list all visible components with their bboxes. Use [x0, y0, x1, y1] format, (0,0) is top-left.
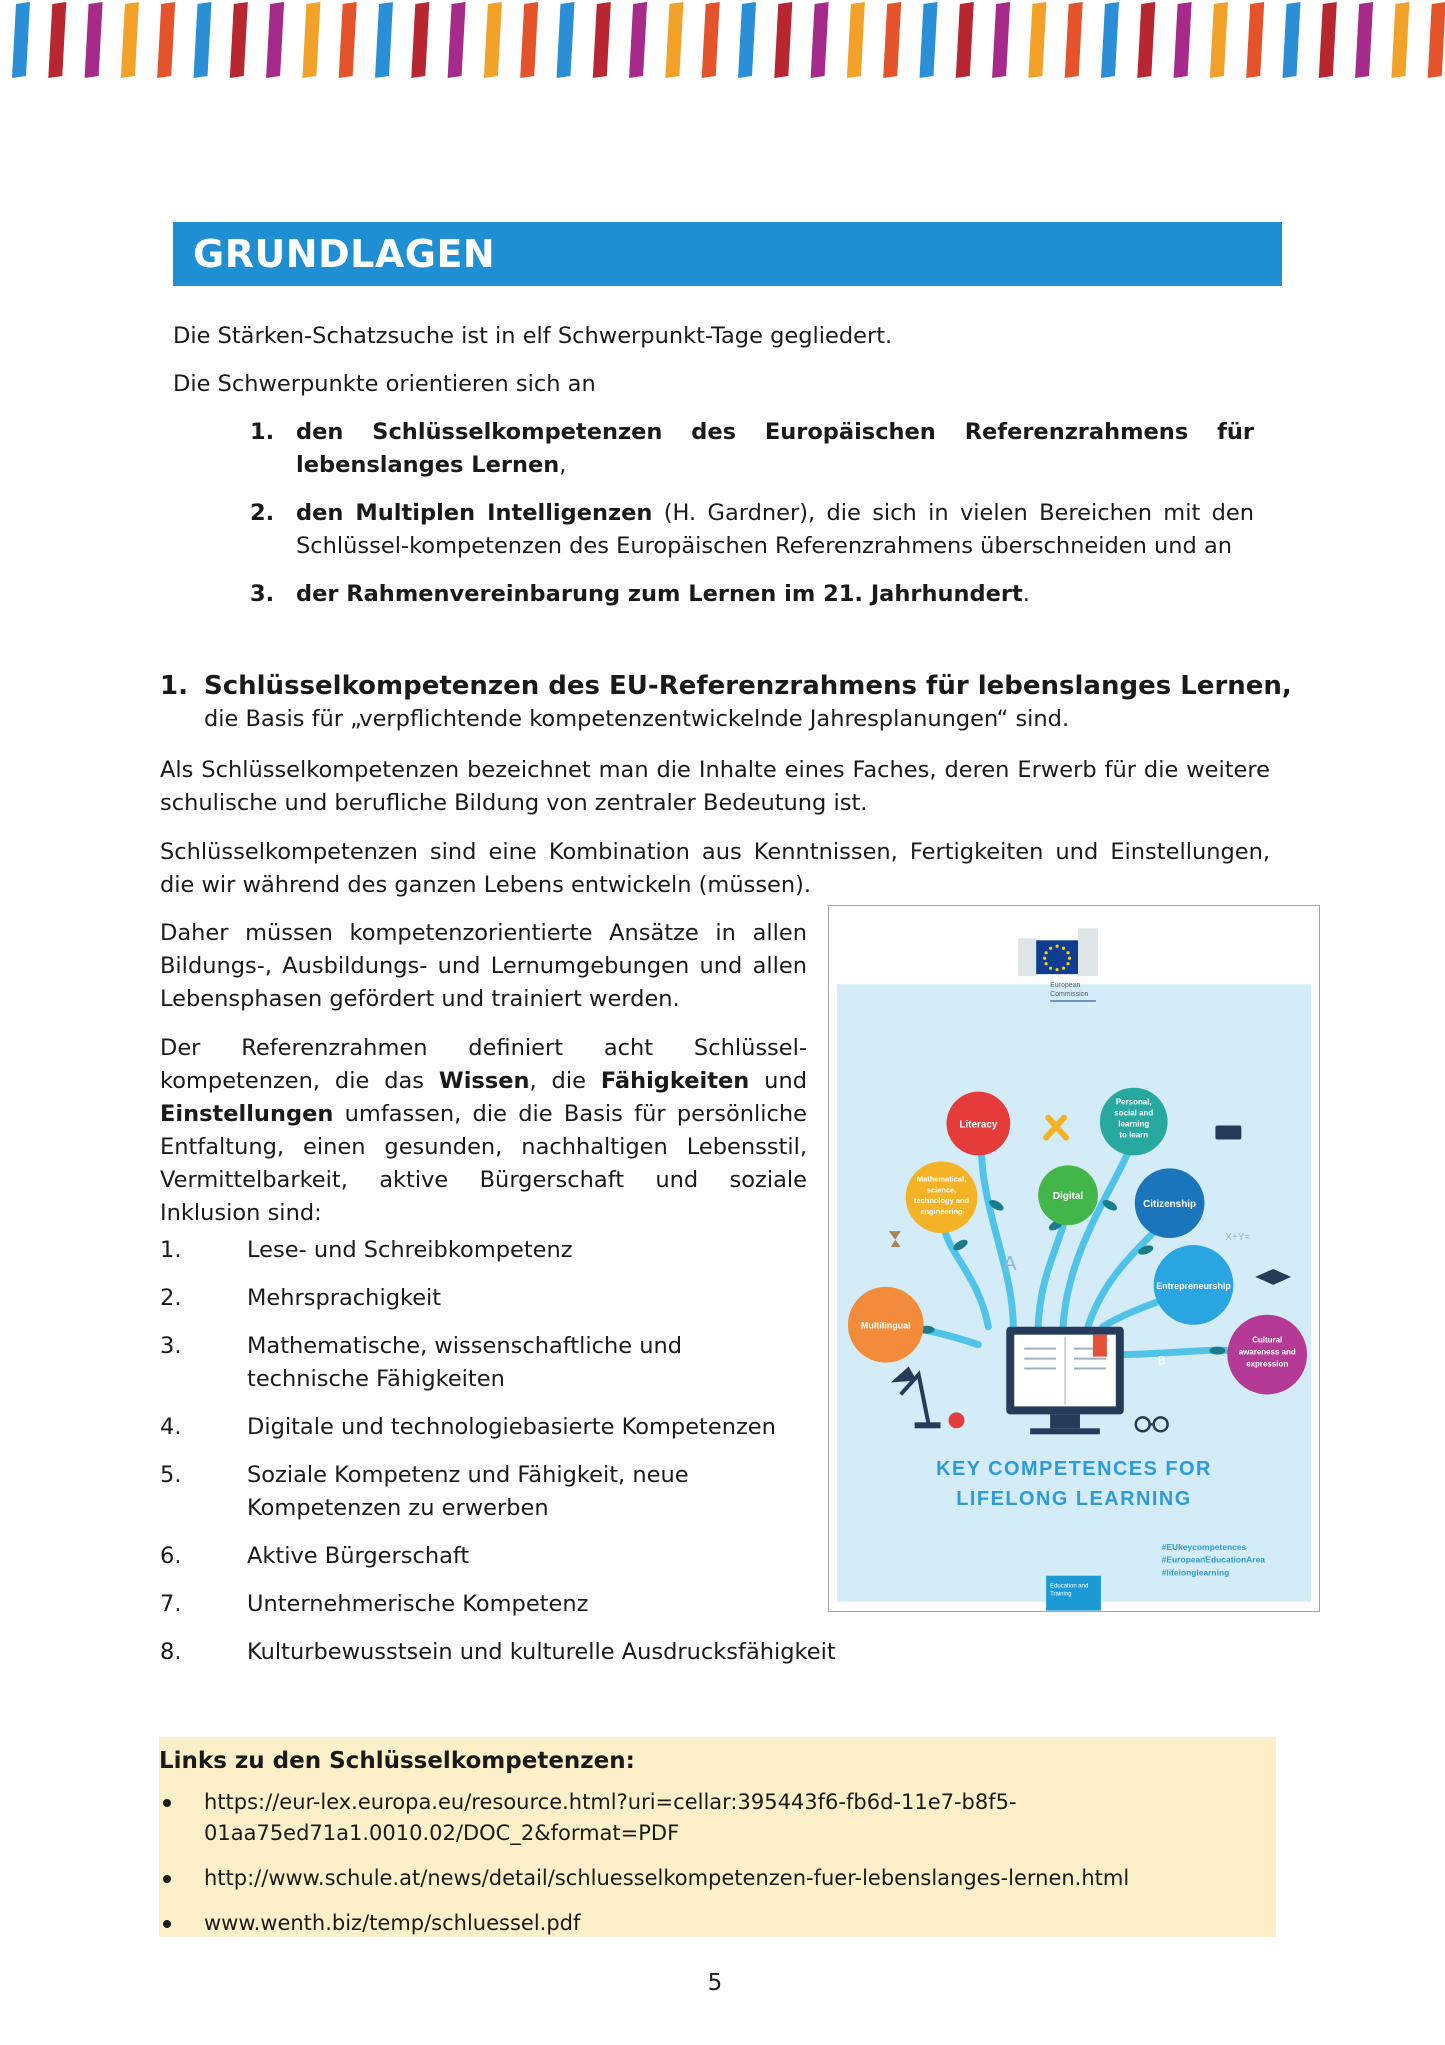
decorative-stripe	[1137, 2, 1155, 78]
competence-item	[160, 1588, 860, 1621]
decorative-stripe	[1246, 2, 1264, 78]
cover-hashtag-1: #EUkeycompetences	[1161, 1541, 1247, 1552]
list-item-bold: den Multiplen Intelligenzen	[296, 500, 653, 526]
decorative-stripe	[1101, 2, 1119, 78]
competence-text: Mathematische, wissenschaftliche und technische Fähigkeiten	[247, 1333, 683, 1392]
bubble-personal-label-4: to learn	[1119, 1130, 1149, 1140]
competence-text: Soziale Kompetenz und Fähigkeit, neue Kompetenzen zu erwerben	[247, 1462, 689, 1521]
link-text[interactable]: www.wenth.biz/temp/schluessel.pdf	[204, 1911, 581, 1935]
section-title-text: Schlüsselkompetenzen des EU-Referenzrahmens für lebenslanges Lernen,	[204, 671, 1292, 701]
decorative-stripe	[1355, 2, 1373, 78]
decorative-stripe	[1428, 2, 1445, 78]
decorative-stripe	[339, 2, 357, 78]
bubble-cultural-label-1: Cultural	[1252, 1335, 1283, 1345]
list-number: 1.	[250, 419, 275, 445]
decorative-stripe	[847, 2, 865, 78]
education-tag-line2: Training	[1050, 1591, 1072, 1598]
bubble-personal-label-2: social and	[1114, 1108, 1154, 1118]
bubble-cultural	[1227, 1315, 1307, 1395]
links-box	[159, 1737, 1276, 1937]
bubble-cultural-label-3: expression	[1246, 1359, 1289, 1369]
list-number: 3.	[160, 1333, 182, 1359]
decorative-stripe	[629, 2, 647, 78]
decorative-stripe	[1174, 2, 1192, 78]
link-item[interactable]	[159, 1787, 1259, 1849]
section-paragraph-3: Daher müssen kompetenzorientierte Ansätze in allen Bildungs-, Ausbildungs- und Lernumgebungen und allen Lebensphasen gefördert und trainiert werden.	[160, 920, 807, 1012]
focus-list-item	[250, 578, 1254, 611]
p4-bold-einstellungen: Einstellungen	[160, 1101, 334, 1127]
bubble-personal-label-3: learning	[1118, 1119, 1150, 1129]
focus-list	[250, 416, 1254, 611]
decorative-stripe	[702, 2, 720, 78]
decorative-stripe	[484, 2, 502, 78]
decorative-stripe	[48, 2, 66, 78]
link-item[interactable]	[159, 1908, 1259, 1939]
bubble-literacy	[947, 1092, 1011, 1156]
competence-text: Mehrsprachigkeit	[247, 1285, 442, 1311]
list-number: 3.	[250, 581, 275, 607]
cover-hashtag-2: #EuropeanEducationArea	[1161, 1554, 1265, 1565]
list-item-bold: den Schlüsselkompetenzen des Europäischen Referenzrahmens für lebenslanges Lernen	[296, 419, 1254, 478]
decorative-stripe	[121, 2, 139, 78]
decorative-stripe	[920, 2, 938, 78]
bubble-digital	[1038, 1165, 1098, 1225]
decorative-stripe	[375, 2, 393, 78]
p4-text-c: , die	[529, 1068, 601, 1094]
intro-paragraph-2: Die Schwerpunkte orientieren sich an	[173, 371, 596, 397]
typewriter-icon	[1215, 1126, 1241, 1140]
decorative-stripe	[1210, 2, 1228, 78]
letter-b-decor: B	[1157, 1353, 1166, 1368]
decorative-stripe	[1283, 2, 1301, 78]
decorative-stripe	[1319, 2, 1337, 78]
decorative-stripe	[811, 2, 829, 78]
formula-label: X+Y=	[1225, 1232, 1251, 1244]
bubble-multilingual	[848, 1287, 924, 1363]
decorative-stripe	[157, 2, 175, 78]
bubble-math-label-3: technology and	[914, 1196, 970, 1206]
competence-item	[160, 1330, 767, 1396]
list-number: 2.	[160, 1285, 182, 1311]
education-tag-line1: Education and	[1050, 1583, 1089, 1590]
competence-text: Digitale und technologiebasierte Kompetenzen	[247, 1414, 776, 1440]
decorative-stripe	[194, 2, 212, 78]
bubble-personal	[1100, 1088, 1168, 1156]
bubble-personal-label-1: Personal,	[1115, 1097, 1152, 1107]
list-item-text: (H. Gardner), die sich in vielen Bereichen mit den Schlüssel-kompetenzen des Europäischen Referenzrahmens überschneiden und an	[296, 500, 1254, 559]
decorative-stripe-border	[0, 0, 1445, 82]
ec-logo-line2: Commission	[1050, 991, 1089, 999]
ec-logo-line1: European	[1050, 982, 1081, 990]
decorative-stripe	[12, 2, 30, 78]
competence-item	[160, 1234, 860, 1267]
links-list	[159, 1787, 1259, 1953]
decorative-stripe	[738, 2, 756, 78]
decorative-stripe	[411, 2, 429, 78]
competence-text: Unternehmerische Kompetenz	[247, 1591, 589, 1617]
link-text[interactable]: https://eur-lex.europa.eu/resource.html?uri=cellar:395443f6-fb6d-11e7-b8f5-01aa75ed71a1.0010.02/DOC_2&format=PDF	[204, 1790, 1017, 1845]
list-item-text: ,	[559, 452, 567, 478]
competence-item	[160, 1282, 860, 1315]
bubble-entrepreneurship	[1154, 1245, 1234, 1325]
decorative-stripe	[665, 2, 683, 78]
bullet-icon	[163, 1920, 171, 1928]
cover-hashtag-3: #lifelonglearning	[1161, 1567, 1230, 1578]
bubble-math	[906, 1161, 978, 1233]
decorative-stripe	[1065, 2, 1083, 78]
p4-text-d: und	[749, 1068, 807, 1094]
section-heading-bar	[173, 222, 1282, 286]
p4-bold-wissen: Wissen	[438, 1068, 530, 1094]
section-number: 1.	[160, 671, 188, 701]
list-number: 7.	[160, 1591, 182, 1617]
list-number: 8.	[160, 1639, 182, 1665]
section-paragraph-4	[160, 1032, 807, 1230]
focus-list-item	[250, 416, 1254, 482]
list-item-bold: der Rahmenvereinbarung zum Lernen im 21. Jahrhundert	[296, 581, 1023, 607]
list-number: 2.	[250, 500, 275, 526]
letter-a-decor: A	[1003, 1252, 1017, 1275]
decorative-stripe	[266, 2, 284, 78]
section-paragraph-2: Schlüsselkompetenzen sind eine Kombination aus Kenntnissen, Fertigkeiten und Einstellungen, die wir während des ganzen Lebens entwickeln (müssen).	[160, 839, 1270, 898]
bubble-math-label-2: science,	[926, 1185, 957, 1195]
competence-item	[160, 1636, 860, 1669]
decorative-stripe	[1391, 2, 1409, 78]
competence-item	[160, 1459, 727, 1525]
link-text[interactable]: http://www.schule.at/news/detail/schluesselkompetenzen-fuer-lebenslanges-lernen.html	[204, 1866, 1130, 1890]
section-paragraph-1: Als Schlüsselkompetenzen bezeichnet man die Inhalte eines Faches, deren Erwerb für die weitere schulische und berufliche Bildung von zentraler Bedeutung ist.	[160, 757, 1270, 816]
competence-text: Lese- und Schreibkompetenz	[247, 1237, 573, 1263]
section-subtitle: die Basis für „verpflichtende kompetenzentwickelnde Jahresplanungen“ sind.	[204, 706, 1070, 732]
cover-title-line1: KEY COMPETENCES FOR	[936, 1458, 1212, 1481]
decorative-stripe	[557, 2, 575, 78]
competence-item	[160, 1411, 860, 1444]
p4-text-a: Der Referenzrahmen definiert acht Schlüssel-kompetenzen, die das	[160, 1035, 807, 1094]
decorative-stripe	[1028, 2, 1046, 78]
bubble-digital-label: Digital	[1052, 1191, 1084, 1203]
key-competences-list	[160, 1234, 860, 1684]
page-number: 5	[707, 1970, 723, 1996]
focus-list-item	[250, 497, 1254, 563]
decorative-stripe	[956, 2, 974, 78]
p4-text-e: umfassen, die die Basis für persönliche Entfaltung, einen gesunden, nachhaltigen Lebensstil, Vermittelbarkeit, aktive Bürgerschaft und soziale Inklusion sind:	[160, 1101, 807, 1226]
bullet-icon	[163, 1799, 171, 1807]
list-number: 5.	[160, 1462, 182, 1488]
intro-paragraph-1: Die Stärken-Schatzsuche ist in elf Schwerpunkt-Tage gegliedert.	[173, 323, 893, 349]
cover-illustration	[829, 906, 1319, 1611]
decorative-stripe	[774, 2, 792, 78]
bubble-cultural-label-2: awareness and	[1238, 1347, 1296, 1357]
p4-bold-faehigkeiten: Fähigkeiten	[600, 1068, 750, 1094]
list-number: 6.	[160, 1543, 182, 1569]
bubble-math-label-1: Mathematical,	[916, 1174, 967, 1184]
cover-title-line2: LIFELONG LEARNING	[956, 1487, 1192, 1510]
bubble-multilingual-label: Multilingual	[860, 1320, 911, 1331]
competence-item	[160, 1540, 860, 1573]
decorative-stripe	[883, 2, 901, 78]
key-competences-cover-image	[828, 905, 1320, 1612]
decorative-stripe	[593, 2, 611, 78]
links-title: Links zu den Schlüsselkompetenzen:	[159, 1748, 635, 1774]
list-number: 4.	[160, 1414, 182, 1440]
competence-text: Aktive Bürgerschaft	[247, 1543, 470, 1569]
decorative-stripe	[85, 2, 103, 78]
decorative-stripe	[992, 2, 1010, 78]
link-item[interactable]	[159, 1863, 1259, 1894]
page-heading: GRUNDLAGEN	[193, 232, 496, 276]
bubble-math-label-4: engineering	[920, 1207, 963, 1217]
decorative-stripe	[520, 2, 538, 78]
list-number: 1.	[160, 1237, 182, 1263]
decorative-stripe	[302, 2, 320, 78]
bubble-citizenship	[1135, 1168, 1205, 1238]
bubble-entrepreneurship-label: Entrepreneurship	[1156, 1280, 1231, 1291]
bubble-citizenship-label: Citizenship	[1143, 1199, 1197, 1211]
decorative-stripe	[230, 2, 248, 78]
competence-text: Kulturbewusstsein und kulturelle Ausdrucksfähigkeit	[247, 1639, 836, 1665]
bullet-icon	[163, 1875, 171, 1883]
list-item-text: .	[1022, 581, 1030, 607]
bubble-literacy-label: Literacy	[959, 1119, 998, 1131]
decorative-stripe	[448, 2, 466, 78]
